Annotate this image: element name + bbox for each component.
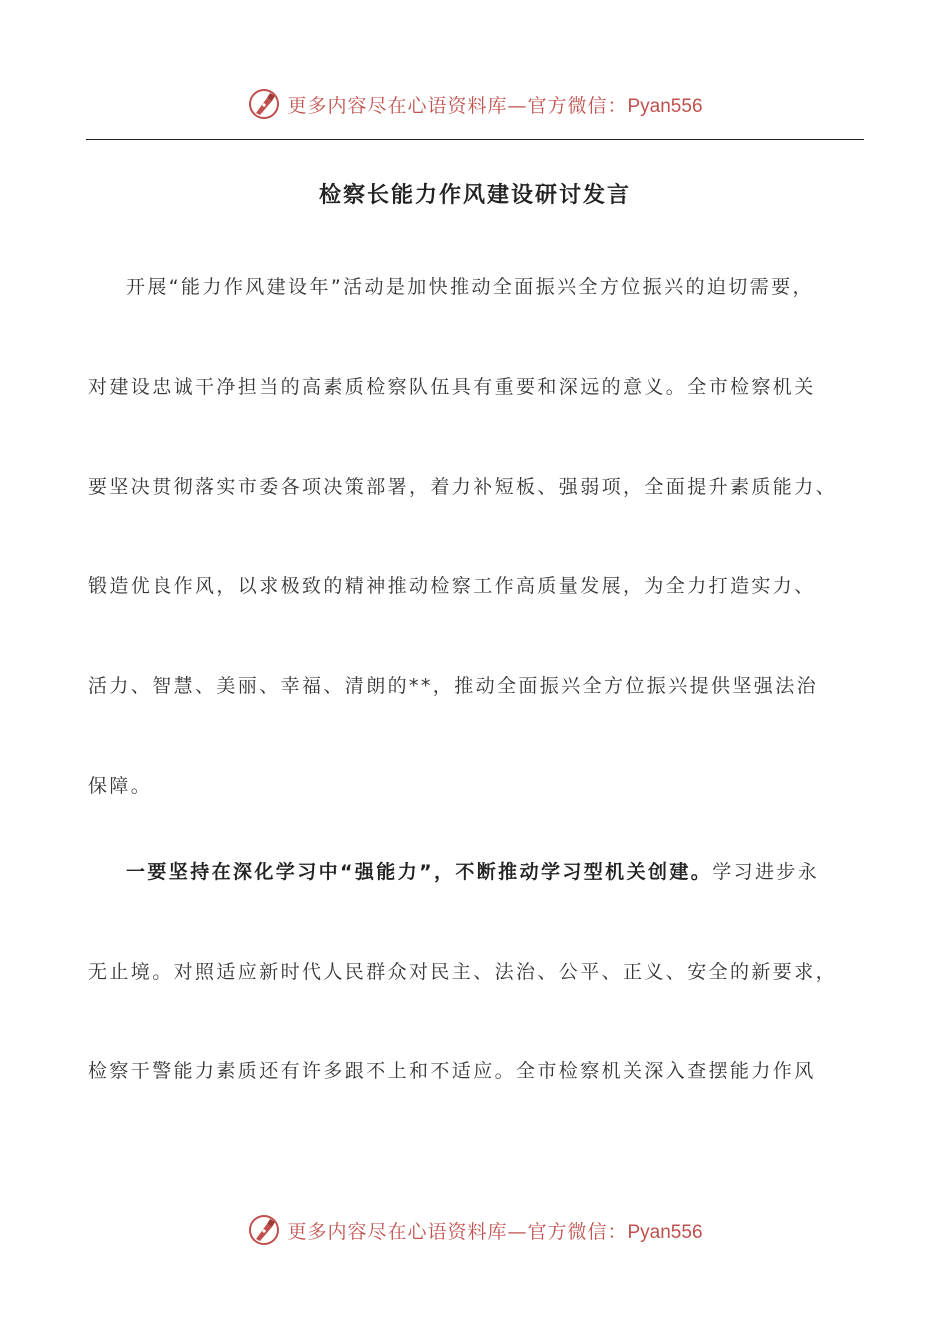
paragraph-text: 学习进步永 — [712, 861, 820, 883]
footer-banner — [0, 1210, 950, 1250]
paragraph-heading-line — [88, 858, 916, 886]
wechat-id: Pyan556 — [627, 1221, 703, 1243]
body-line: 活力、智慧、美丽、幸福、清朗的**，推动全面振兴全方位振兴提供坚强法治 — [88, 675, 819, 697]
body-line: 开展“能力作风建设年”活动是加快推动全面振兴全方位振兴的迫切需要， — [126, 276, 814, 298]
body-line: 保障。 — [88, 775, 153, 797]
pen-nib-logo-icon — [247, 87, 281, 121]
wechat-id: Pyan556 — [627, 95, 703, 117]
body-line: 对建设忠诚干净担当的高素质检察队伍具有重要和深远的意义。全市检察机关 — [88, 376, 816, 398]
paragraph-heading: 一要坚持在深化学习中“强能力”，不断推动学习型机关创建。 — [126, 861, 713, 883]
header-banner-text: 更多内容尽在心语资料库—官方微信：Pyan556 — [287, 94, 703, 117]
header-divider — [86, 139, 864, 140]
header-banner — [0, 84, 950, 124]
body-line: 无止境。对照适应新时代人民群众对民主、法治、公平、正义、安全的新要求， — [88, 961, 838, 983]
body-line: 锻造优良作风，以求极致的精神推动检察工作高质量发展，为全力打造实力、 — [88, 575, 816, 597]
document-title: 检察长能力作风建设研讨发言 — [318, 183, 631, 208]
footer-banner-text: 更多内容尽在心语资料库—官方微信：Pyan556 — [287, 1220, 703, 1243]
pen-nib-logo-icon — [247, 1213, 281, 1247]
body-line: 要坚决贯彻落实市委各项决策部署，着力补短板、强弱项，全面提升素质能力、 — [88, 476, 838, 498]
body-line: 检察干警能力素质还有许多跟不上和不适应。全市检察机关深入查摆能力作风 — [88, 1060, 816, 1082]
